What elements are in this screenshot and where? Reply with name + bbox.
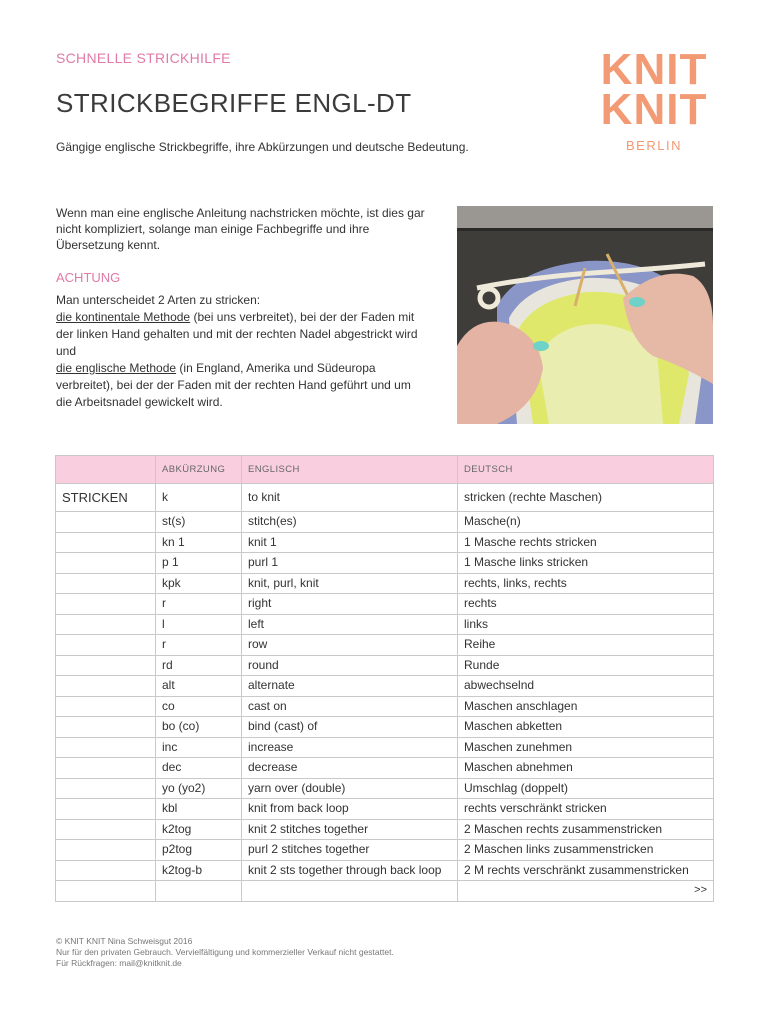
category-cell (56, 573, 156, 594)
knitknit-logo (590, 45, 718, 153)
logo-line-2: KNIT (600, 85, 708, 134)
english-cell: cast on (242, 696, 458, 717)
english-cell: increase (242, 737, 458, 758)
header-german: DEUTSCH (458, 456, 714, 484)
table-row (56, 860, 714, 881)
logo-line-1: KNIT (600, 45, 708, 94)
abbreviation-cell: dec (156, 758, 242, 779)
table-row (56, 553, 714, 574)
category-cell (56, 532, 156, 553)
achtung-heading: ACHTUNG (56, 270, 121, 285)
method-continental-text: (bei uns verbreitet), bei der der Faden mit der linken Hand gehalten und mit der rechten Nadel abgestrickt wird und (56, 310, 418, 358)
english-cell: bind (cast) of (242, 717, 458, 738)
table-header-row (56, 456, 714, 484)
german-cell: Maschen zunehmen (458, 737, 714, 758)
methods-text (56, 292, 426, 411)
category-cell (56, 614, 156, 635)
german-cell: Masche(n) (458, 512, 714, 533)
german-cell: Reihe (458, 635, 714, 656)
method-continental (56, 309, 426, 360)
header-english: ENGLISCH (242, 456, 458, 484)
abbreviation-cell: inc (156, 737, 242, 758)
english-cell: yarn over (double) (242, 778, 458, 799)
abbreviation-cell: kn 1 (156, 532, 242, 553)
category-cell (56, 819, 156, 840)
empty-cell (56, 881, 156, 902)
category-cell (56, 635, 156, 656)
english-cell: knit from back loop (242, 799, 458, 820)
category-cell: STRICKEN (56, 484, 156, 512)
abbreviation-cell: r (156, 594, 242, 615)
table-row (56, 778, 714, 799)
table-row (56, 484, 714, 512)
german-cell: Maschen abketten (458, 717, 714, 738)
english-cell: row (242, 635, 458, 656)
category-cell (56, 655, 156, 676)
english-cell: purl 1 (242, 553, 458, 574)
category-cell (56, 594, 156, 615)
table-row (56, 512, 714, 533)
table-row (56, 819, 714, 840)
method-english-text: (in England, Amerika und Südeuropa verbreitet), bei der der Faden mit der rechten Hand geführt und um die Arbeitsnadel gewickelt wird. (56, 361, 411, 409)
german-cell: Umschlag (doppelt) (458, 778, 714, 799)
german-cell: Maschen anschlagen (458, 696, 714, 717)
page-title: STRICKBEGRIFFE ENGL-DT (56, 88, 412, 118)
german-cell: abwechselnd (458, 676, 714, 697)
category-cell (56, 553, 156, 574)
german-cell: 2 Maschen links zusammenstricken (458, 840, 714, 861)
english-cell: decrease (242, 758, 458, 779)
abbreviation-cell: k2tog-b (156, 860, 242, 881)
abbreviation-cell: bo (co) (156, 717, 242, 738)
german-cell: Runde (458, 655, 714, 676)
english-cell: purl 2 stitches together (242, 840, 458, 861)
german-cell: 1 Masche rechts stricken (458, 532, 714, 553)
category-cell (56, 840, 156, 861)
english-cell: knit 2 sts together through back loop (242, 860, 458, 881)
abbreviation-cell: k2tog (156, 819, 242, 840)
english-cell: round (242, 655, 458, 676)
abbreviation-cell: k (156, 484, 242, 512)
category-cell (56, 696, 156, 717)
german-cell: rechts verschränkt stricken (458, 799, 714, 820)
abbreviation-cell: kpk (156, 573, 242, 594)
english-cell: left (242, 614, 458, 635)
method-english-label: die englische Methode (56, 361, 177, 375)
english-cell: knit 1 (242, 532, 458, 553)
english-cell: right (242, 594, 458, 615)
footer-copyright: © KNIT KNIT Nina Schweisgut 2016 (56, 936, 193, 946)
abbreviation-cell: yo (yo2) (156, 778, 242, 799)
table-row (56, 635, 714, 656)
table-row (56, 573, 714, 594)
abbreviation-cell: r (156, 635, 242, 656)
german-cell: rechts, links, rechts (458, 573, 714, 594)
table-row (56, 737, 714, 758)
footer-usage-note: Nur für den privaten Gebrauch. Vervielfältigung und kommerzieller Verkauf nicht gestattet. (56, 947, 394, 957)
abbreviation-cell: st(s) (156, 512, 242, 533)
category-cell (56, 717, 156, 738)
table-row (56, 594, 714, 615)
german-cell: 1 Masche links stricken (458, 553, 714, 574)
intro-text: Wenn man eine englische Anleitung nachstricken möchte, ist dies gar nicht kompliziert, solange man einige Fachbegriffe und ihre Übersetzung kennt. (56, 206, 425, 252)
abbreviation-cell: rd (156, 655, 242, 676)
method-continental-label: die kontinentale Methode (56, 310, 191, 324)
english-cell: stitch(es) (242, 512, 458, 533)
abbreviation-cell: l (156, 614, 242, 635)
table-row (56, 717, 714, 738)
page-subtitle: Gängige englische Strickbegriffe, ihre Abkürzungen und deutsche Bedeutung. (56, 140, 469, 154)
category-cell (56, 778, 156, 799)
footer (56, 936, 394, 969)
table-row (56, 655, 714, 676)
english-cell: alternate (242, 676, 458, 697)
category-cell (56, 676, 156, 697)
english-cell: to knit (242, 484, 458, 512)
category-cell (56, 737, 156, 758)
german-cell: 2 M rechts verschränkt zusammenstricken (458, 860, 714, 881)
german-cell: Maschen abnehmen (458, 758, 714, 779)
table-row (56, 676, 714, 697)
abbreviation-cell: p 1 (156, 553, 242, 574)
german-cell: rechts (458, 594, 714, 615)
english-cell: knit, purl, knit (242, 573, 458, 594)
category-cell (56, 799, 156, 820)
abbreviation-cell: kbl (156, 799, 242, 820)
header-abbreviation: ABKÜRZUNG (156, 456, 242, 484)
table-row (56, 799, 714, 820)
methods-lead: Man unterscheidet 2 Arten zu stricken: (56, 293, 261, 307)
german-cell: 2 Maschen rechts zusammenstricken (458, 819, 714, 840)
abbreviation-cell: alt (156, 676, 242, 697)
english-cell: knit 2 stitches together (242, 819, 458, 840)
more-link[interactable]: >> (458, 881, 714, 902)
knitting-photo (457, 206, 713, 424)
category-cell (56, 758, 156, 779)
empty-cell (242, 881, 458, 902)
table-row (56, 696, 714, 717)
table-row (56, 840, 714, 861)
abbreviation-cell: co (156, 696, 242, 717)
terms-table (55, 455, 714, 902)
table-row (56, 881, 714, 902)
table-row (56, 532, 714, 553)
german-cell: links (458, 614, 714, 635)
empty-cell (156, 881, 242, 902)
footer-contact: Für Rückfragen: mail@knitknit.de (56, 958, 182, 968)
method-english (56, 360, 426, 411)
category-cell (56, 860, 156, 881)
table-row (56, 758, 714, 779)
kicker: SCHNELLE STRICKHILFE (56, 50, 231, 66)
abbreviation-cell: p2tog (156, 840, 242, 861)
german-cell: stricken (rechte Maschen) (458, 484, 714, 512)
table-row (56, 614, 714, 635)
logo-berlin: BERLIN (626, 138, 682, 153)
category-cell (56, 512, 156, 533)
knitting-photo-icon (457, 206, 713, 424)
header-category (56, 456, 156, 484)
